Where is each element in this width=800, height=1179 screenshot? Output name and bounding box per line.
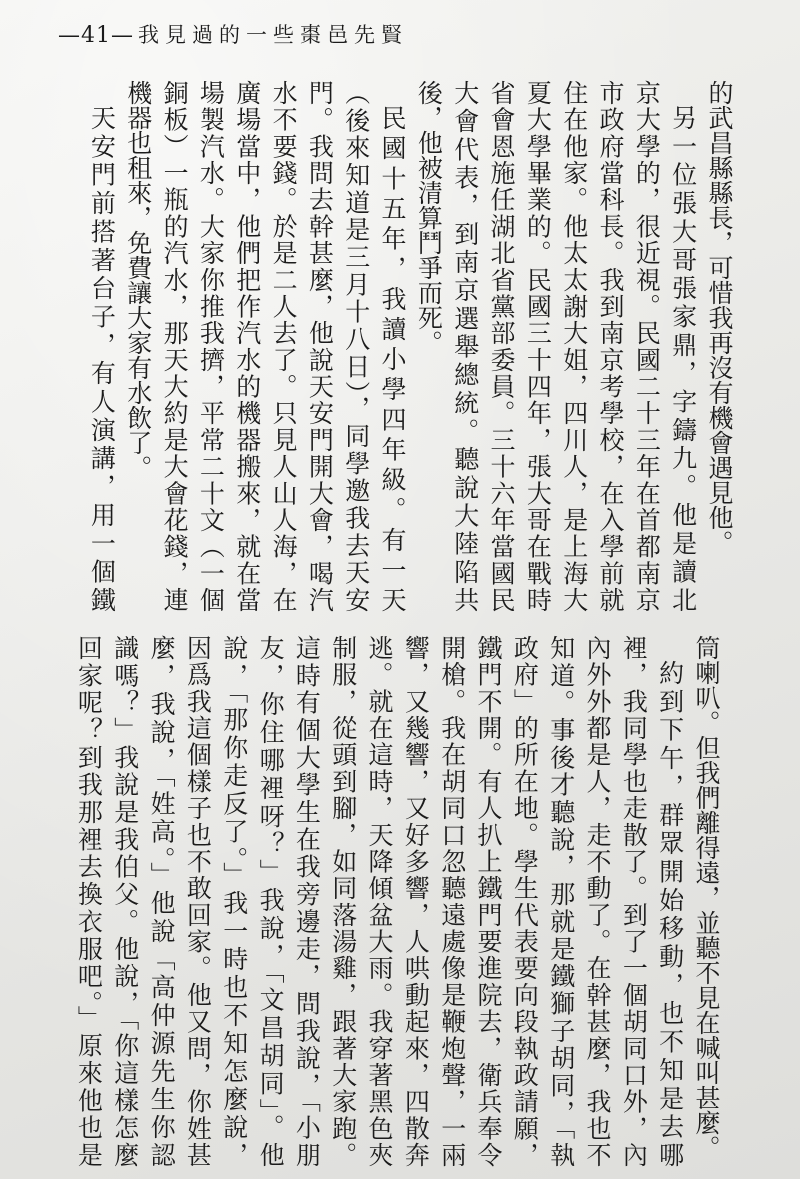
text-column: 場製汽水。大家你推我擠，平常二十文（一個 — [196, 80, 226, 612]
text-column: 識嗎？」我說是我伯父。他說，「你這樣怎麼 — [110, 635, 140, 1167]
text-column: 後，他被清算鬥爭而死。 — [414, 80, 444, 355]
text-column: 鐵門不開。有人扒上鐵門要進院去，衛兵奉令 — [474, 635, 504, 1167]
text-column: 筒喇叭。但我們離得遠，並聽不見在喊叫甚麼。 — [692, 635, 721, 1160]
running-title: 我見過的一些棗邑先賢 — [138, 23, 408, 47]
lower-text-block — [70, 635, 724, 1167]
text-column: 知道。事後才聽說，那就是鐵獅子胡同，「執 — [546, 635, 576, 1167]
text-column: 夏大學畢業的。民國三十四年，張大哥在戰時 — [523, 80, 553, 612]
text-column: 天安門前搭著台子，有人演講，用一個鐵 — [87, 105, 117, 612]
text-column: 逃。就在這時，天降傾盆大雨。我穿著黑色夾 — [365, 635, 395, 1167]
text-column: 省會恩施任湖北省黨部委員。三十六年當國民 — [487, 80, 517, 612]
text-column: 政府」的所在地。學生代表要向段執政請願， — [510, 635, 540, 1167]
page-number: —41— — [58, 23, 134, 48]
text-column: 說，「那你走反了。」我一時也不知怎麼說， — [219, 635, 249, 1167]
text-column: 民國十五年，我讀小學四年級。有一天 — [378, 105, 408, 612]
text-column: 另一位張大哥張家鼎，字鑄九。他是讀北 — [668, 105, 698, 612]
text-column: 這時有個大學生在我旁邊走，問我說，「小朋 — [292, 635, 322, 1167]
text-column: 門。我問去幹甚麼，他說天安門開大會，喝汽 — [305, 80, 335, 612]
text-column: 銅板）一瓶的汽水，那天大約是大會花錢，連 — [160, 80, 190, 612]
text-column: 住在他家。他太太謝大姐，四川人，是上海大 — [559, 80, 589, 612]
text-column: 約到下午，群眾開始移動，也不知是去哪 — [655, 660, 685, 1167]
upper-text-block — [83, 80, 737, 612]
text-column: 機器也租來，免費讓大家有水飲了。 — [123, 80, 153, 480]
text-column: 內外外都是人，走不動了。在幹甚麼，我也不 — [583, 635, 613, 1167]
text-column: 裡，我同學也走散了。到了一個胡同口外，內 — [619, 635, 649, 1167]
text-column: 的武昌縣縣長，可惜我再沒有機會遇見他。 — [705, 80, 734, 555]
text-column: 京大學的，很近視。民國二十三年在首都南京 — [632, 80, 662, 612]
text-column: 因爲我這個樣子也不敢回家。他又問，你姓甚 — [183, 635, 213, 1167]
text-column: 友，你住哪裡呀？」我說，「文昌胡同」。他 — [256, 635, 286, 1167]
text-column: 響，又幾響，又好多響，人哄動起來，四散奔 — [401, 635, 431, 1167]
text-column: （後來知道是三月十八日），同學邀我去天安 — [341, 80, 371, 612]
text-column: 廣場當中，他們把作汽水的機器搬來，就在當 — [232, 80, 262, 612]
text-column: 水不要錢。於是二人去了。只見人山人海，在 — [269, 80, 299, 612]
text-column: 大會代表，到南京選舉總統。聽說大陸陷共 — [450, 80, 480, 612]
text-column: 制服，從頭到腳，如同落湯雞，跟著大家跑。 — [328, 635, 358, 1167]
text-column: 麼，我說，「姓高。」他說「高仲源先生你認 — [147, 635, 177, 1167]
text-column: 開槍。我在胡同口忽聽遠處像是鞭炮聲，一兩 — [437, 635, 467, 1167]
page-header — [58, 18, 408, 52]
text-column: 回家呢？到我那裡去換衣服吧。」原來他也是 — [74, 635, 104, 1167]
text-column: 市政府當科長。我到南京考學校，在入學前就 — [596, 80, 626, 612]
